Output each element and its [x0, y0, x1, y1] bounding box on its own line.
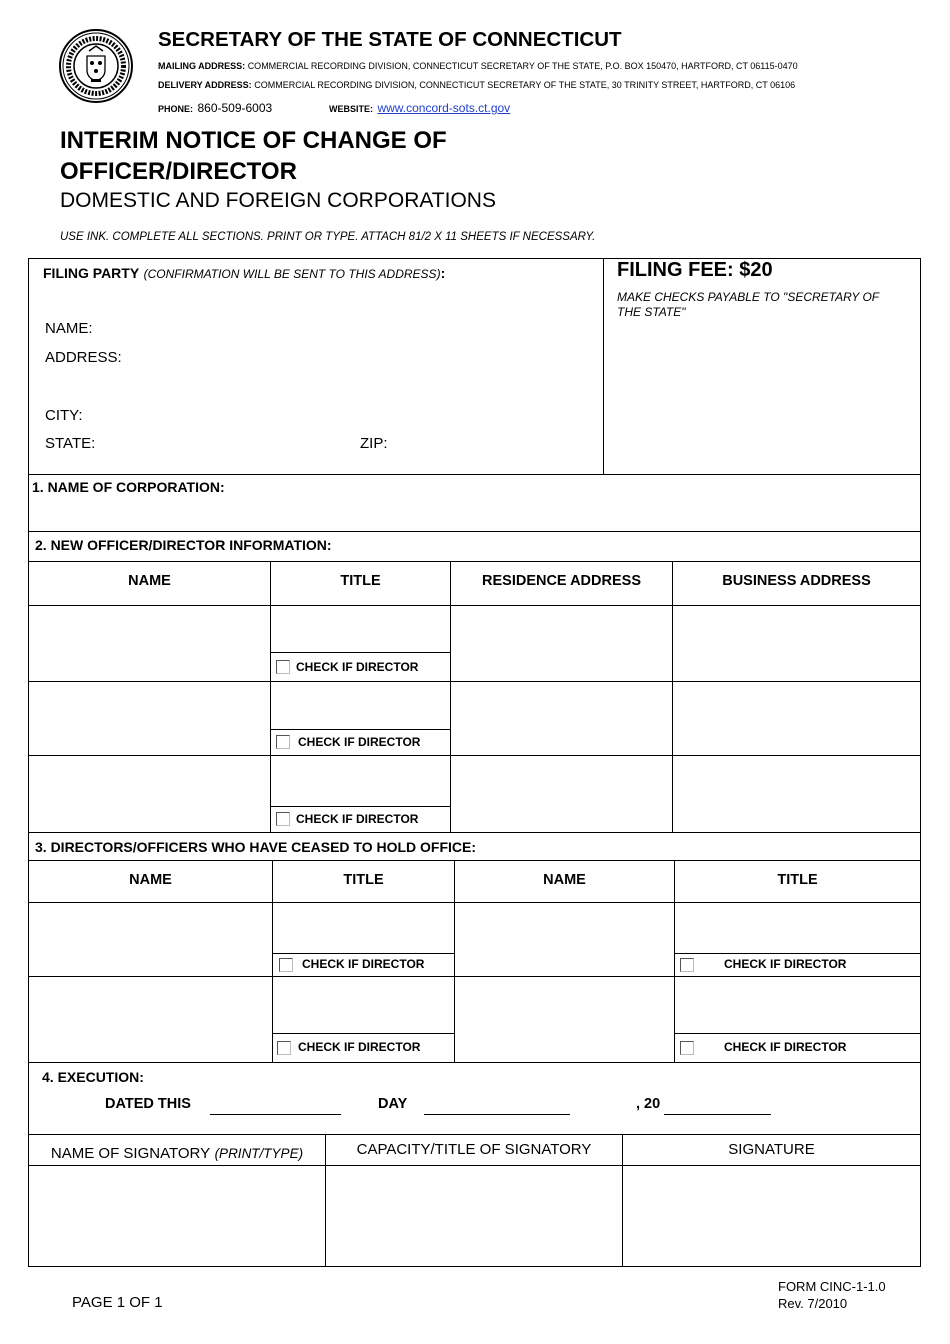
s2-col-residence: RESIDENCE ADDRESS — [482, 573, 641, 589]
s2-row3-name[interactable] — [30, 757, 268, 830]
address-label: ADDRESS: — [45, 349, 122, 366]
name-field[interactable] — [100, 316, 595, 340]
s3-row2-right-check-label: CHECK IF DIRECTOR — [724, 1040, 847, 1054]
corporation-name-field[interactable] — [32, 498, 917, 530]
form-revision: Rev. 7/2010 — [778, 1296, 848, 1311]
section1-label: 1. NAME OF CORPORATION: — [32, 479, 225, 495]
phone-value: 860-509-6003 — [197, 101, 273, 115]
day-label: DAY — [378, 1096, 408, 1112]
signatory-name-label: NAME OF SIGNATORY — [50, 1145, 211, 1162]
city-label: CITY: — [45, 407, 83, 424]
zip-label: ZIP: — [360, 435, 388, 452]
s2-row1-residence[interactable] — [452, 607, 670, 679]
s3-col-name-left: NAME — [129, 872, 172, 888]
s2-row1-director-checkbox[interactable] — [276, 660, 290, 674]
s3-row2-left-director-checkbox[interactable] — [277, 1041, 291, 1055]
s3-row1-left-check-label: CHECK IF DIRECTOR — [302, 957, 425, 971]
dated-this-label: DATED THIS — [105, 1096, 191, 1112]
s3-row2-left-check-label: CHECK IF DIRECTOR — [298, 1040, 421, 1054]
state-label: STATE: — [45, 435, 96, 452]
signature-header: SIGNATURE — [728, 1141, 815, 1158]
form-subtitle: DOMESTIC AND FOREIGN CORPORATIONS — [60, 189, 496, 212]
s3-row1-left-director-checkbox[interactable] — [279, 958, 293, 972]
s2-row2-director-checkbox[interactable] — [276, 735, 290, 749]
s3-row2-name-left[interactable] — [30, 978, 270, 1060]
phone-label: PHONE: — [158, 104, 194, 114]
mailing-address — [158, 61, 798, 71]
form-title-line1: INTERIM NOTICE OF CHANGE OF — [60, 127, 447, 154]
filing-party-label: FILING PARTY — [43, 265, 140, 281]
delivery-address — [158, 80, 795, 90]
form-number: FORM CINC-1-1.0 — [778, 1279, 886, 1294]
signature-field[interactable] — [624, 1167, 919, 1265]
s3-row1-right-director-checkbox[interactable] — [680, 958, 694, 972]
s3-row2-right-director-checkbox[interactable] — [680, 1041, 694, 1055]
day-line[interactable] — [424, 1114, 570, 1115]
delivery-address-label: DELIVERY ADDRESS: — [158, 80, 252, 90]
state-field[interactable] — [102, 431, 352, 455]
s2-row1-check-label: CHECK IF DIRECTOR — [296, 660, 419, 674]
section4-label: 4. EXECUTION: — [42, 1069, 144, 1085]
filing-fee-note: MAKE CHECKS PAYABLE TO "SECRETARY OF THE STATE" — [617, 290, 879, 319]
s3-row2-title-right[interactable] — [676, 978, 919, 1032]
s2-row2-residence[interactable] — [452, 683, 670, 753]
delivery-address-value: COMMERCIAL RECORDING DIVISION, CONNECTICUT SECRETARY OF THE STATE, 30 TRINITY STREET, HARTFORD, CT 06106 — [254, 80, 796, 90]
filing-fee: FILING FEE: $20 — [617, 259, 773, 281]
year-label: , 20 — [636, 1096, 661, 1112]
state-seal — [58, 28, 134, 104]
website-label: WEBSITE: — [329, 104, 373, 114]
org-title: SECRETARY OF THE STATE OF CONNECTICUT — [158, 28, 622, 51]
section3-label: 3. DIRECTORS/OFFICERS WHO HAVE CEASED TO HOLD OFFICE: — [35, 839, 477, 855]
s3-row2-title-left[interactable] — [274, 978, 452, 1032]
page-number: PAGE 1 OF 1 — [72, 1294, 163, 1311]
year-line[interactable] — [664, 1114, 771, 1115]
s2-row2-business[interactable] — [674, 683, 919, 753]
s2-row3-director-checkbox[interactable] — [276, 812, 290, 826]
s3-row1-title-left[interactable] — [274, 904, 452, 952]
signatory-name-header — [29, 1145, 325, 1163]
name-label: NAME: — [45, 320, 93, 337]
mailing-address-label: MAILING ADDRESS: — [158, 61, 246, 71]
signatory-name-field[interactable] — [30, 1167, 324, 1265]
capacity-field[interactable] — [327, 1167, 621, 1265]
website — [329, 99, 510, 117]
s2-col-business: BUSINESS ADDRESS — [722, 573, 871, 589]
signatory-name-note: (PRINT/TYPE) — [214, 1146, 304, 1161]
s3-row1-name-left[interactable] — [30, 904, 270, 974]
phone — [158, 99, 272, 117]
s3-row1-right-check-label: CHECK IF DIRECTOR — [724, 957, 847, 971]
s2-row3-check-label: CHECK IF DIRECTOR — [296, 812, 419, 826]
section2-label: 2. NEW OFFICER/DIRECTOR INFORMATION: — [35, 537, 332, 553]
s2-col-title: TITLE — [340, 573, 381, 589]
zip-field[interactable] — [393, 431, 593, 455]
s2-row3-business[interactable] — [674, 757, 919, 830]
form-title-line2: OFFICER/DIRECTOR — [60, 158, 297, 185]
s2-col-name: NAME — [128, 573, 171, 589]
dated-this-line[interactable] — [210, 1114, 341, 1115]
form-instructions: USE INK. COMPLETE ALL SECTIONS. PRINT OR TYPE. ATTACH 81/2 X 11 SHEETS IF NECESSARY. — [60, 231, 596, 243]
s2-row2-title[interactable] — [272, 683, 448, 727]
s3-row1-name-right[interactable] — [456, 904, 672, 974]
filing-party-note: (CONFIRMATION WILL BE SENT TO THIS ADDRESS) — [143, 267, 441, 281]
s2-row2-name[interactable] — [30, 683, 268, 753]
mailing-address-value: COMMERCIAL RECORDING DIVISION, CONNECTICUT SECRETARY OF THE STATE, P.O. BOX 150470, HARTFORD, CT 06115-0470 — [247, 61, 798, 71]
address-field[interactable] — [130, 345, 595, 397]
s2-row3-title[interactable] — [272, 757, 448, 804]
filing-party-heading: FILING PARTY (CONFIRMATION WILL BE SENT TO THIS ADDRESS): — [43, 265, 446, 281]
s3-col-title-left: TITLE — [343, 872, 384, 888]
s2-row1-business[interactable] — [674, 607, 919, 679]
s2-row2-check-label: CHECK IF DIRECTOR — [298, 735, 421, 749]
s2-row1-title[interactable] — [272, 607, 448, 651]
city-field[interactable] — [90, 403, 595, 427]
capacity-header: CAPACITY/TITLE OF SIGNATORY — [356, 1141, 592, 1158]
s2-row1-name[interactable] — [30, 607, 268, 679]
s2-row3-residence[interactable] — [452, 757, 670, 830]
s3-col-title-right: TITLE — [777, 872, 818, 888]
s3-row1-title-right[interactable] — [676, 904, 919, 952]
s3-col-name-right: NAME — [543, 872, 586, 888]
s3-row2-name-right[interactable] — [456, 978, 672, 1060]
website-link[interactable]: www.concord-sots.ct.gov — [377, 101, 511, 115]
